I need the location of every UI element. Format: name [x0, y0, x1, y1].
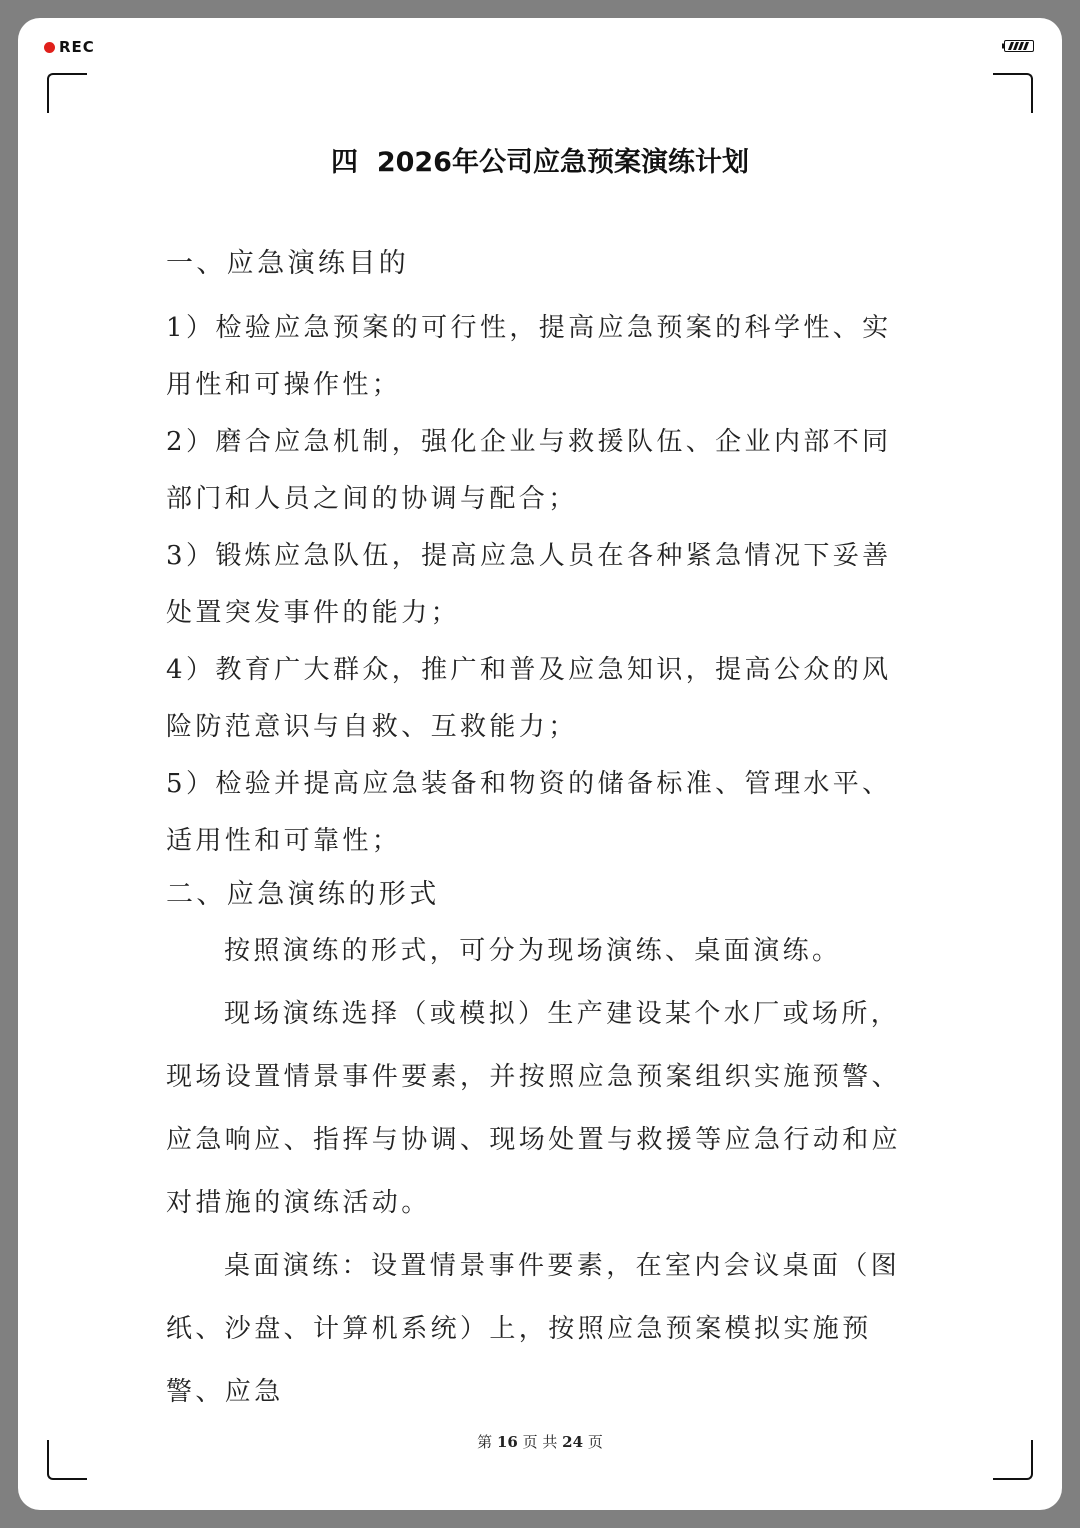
paragraph: 桌面演练：设置情景事件要素，在室内会议桌面（图纸、沙盘、计算机系统）上，按照应急预案模拟实施预警、应急: [166, 1251, 901, 1407]
document-title: 四 2026年公司应急预案演练计划: [331, 147, 749, 178]
rec-indicator: [44, 38, 95, 56]
document-page: [18, 18, 1062, 1510]
paragraph: 按照演练的形式，可分为现场演练、桌面演练。: [224, 936, 842, 966]
footer-middle: 页 共: [522, 1433, 558, 1451]
current-page-number: 16: [496, 1433, 518, 1451]
footer-prefix: 第: [477, 1433, 493, 1451]
list-item: 4）教育广大群众，推广和普及应急知识，提高公众的风险防范意识与自救、互救能力；: [166, 655, 892, 742]
total-pages-number: 24: [562, 1433, 584, 1451]
paragraph: 现场演练选择（或模拟）生产建设某个水厂或场所，现场设置情景事件要素，并按照应急预案组织实施预警、应急响应、指挥与协调、现场处置与救援等应急行动和应对措施的演练活动。: [166, 999, 902, 1218]
footer-suffix: 页: [587, 1433, 603, 1451]
viewfinder-corner-top-left: [47, 73, 87, 113]
viewfinder-corner-top-right: [993, 73, 1033, 113]
document-body: [166, 244, 918, 1424]
section-heading-purpose: 一、应急演练目的: [166, 248, 410, 279]
list-item: 3）锻炼应急队伍，提高应急人员在各种紧急情况下妥善处置突发事件的能力；: [166, 541, 892, 628]
list-item: 5）检验并提高应急装备和物资的储备标准、管理水平、适用性和可靠性；: [166, 769, 892, 856]
list-item: 1）检验应急预案的可行性，提高应急预案的科学性、实用性和可操作性；: [166, 313, 892, 400]
record-dot-icon: [44, 42, 55, 53]
rec-label: REC: [59, 38, 95, 56]
battery-icon: [1002, 40, 1034, 52]
page-footer: [18, 1431, 1062, 1452]
purpose-list: [166, 300, 918, 870]
list-item: 2）磨合应急机制，强化企业与救援队伍、企业内部不同部门和人员之间的协调与配合；: [166, 427, 892, 514]
section-heading-form: 二、应急演练的形式: [166, 879, 440, 910]
